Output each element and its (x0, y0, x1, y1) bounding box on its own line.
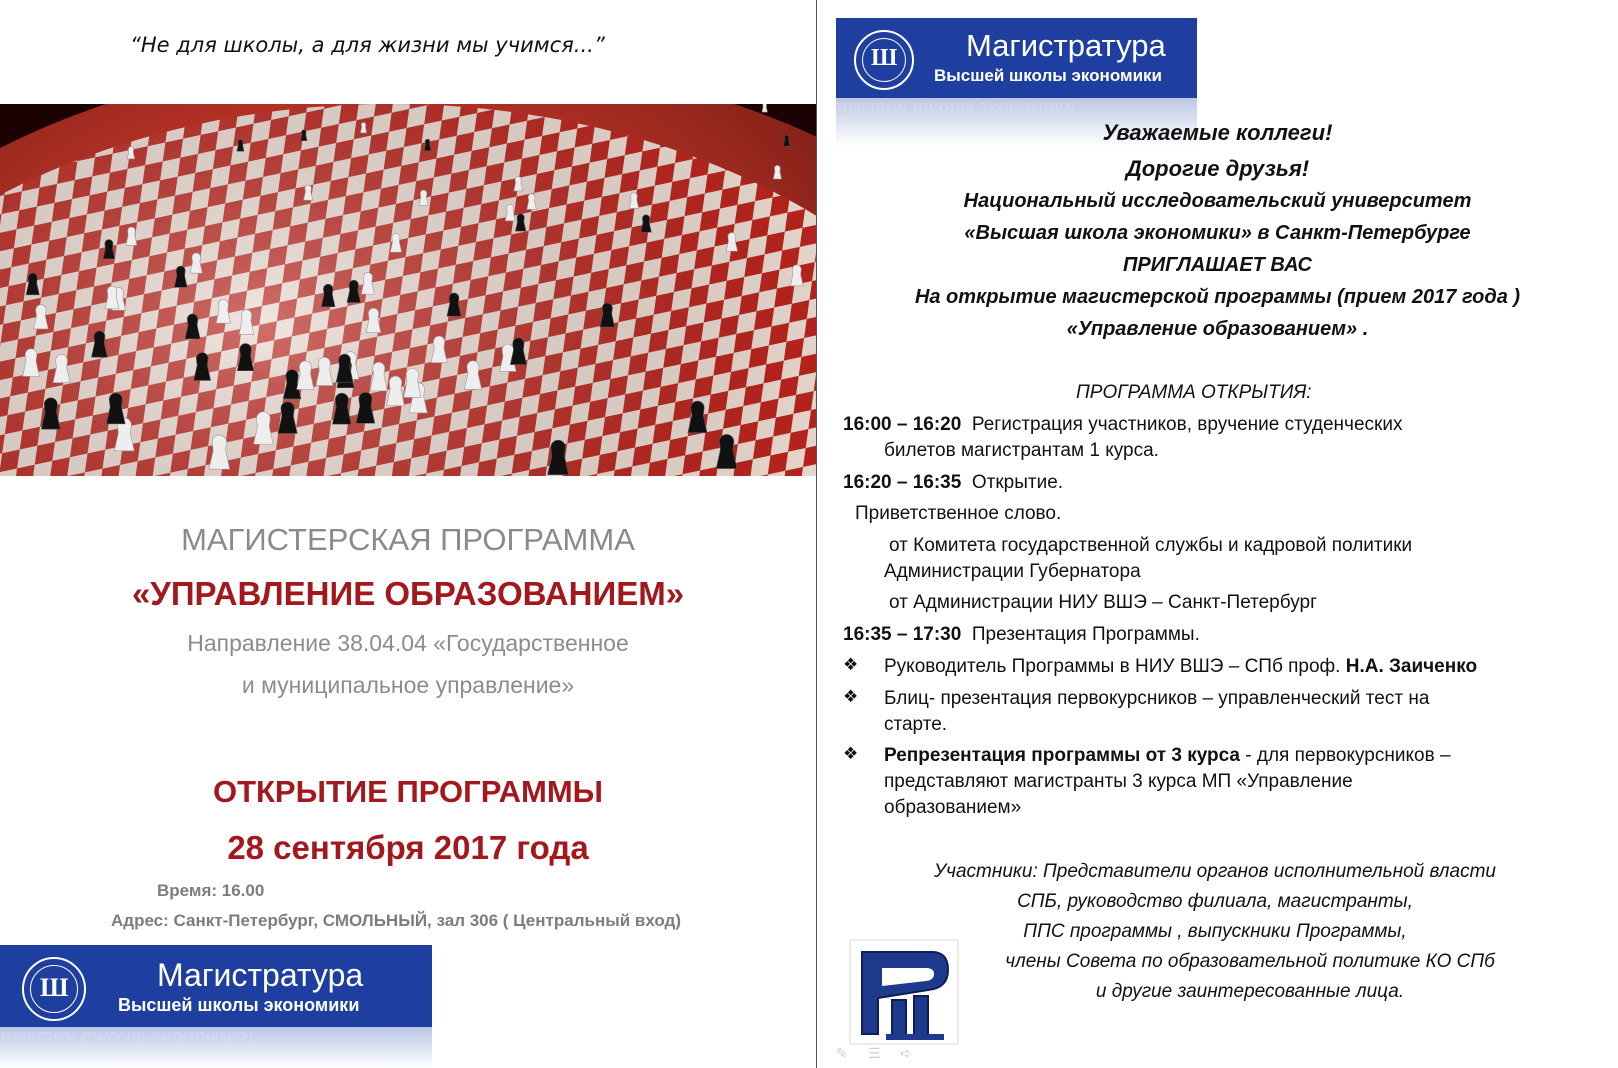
banner-reflection-right: Высшей школы экономики (836, 98, 1197, 146)
university-branch: «Высшая школа экономики» в Санкт-Петербурге (964, 222, 1471, 244)
chess-piece (237, 140, 244, 152)
opening-date: 28 сентября 2017 года (227, 829, 589, 866)
chess-piece (773, 165, 781, 179)
schedule-item-2 (843, 472, 1063, 494)
bullet-item-3c: образованием» (884, 797, 1022, 818)
banner-reflection-left: Высшей школы экономики (0, 1027, 432, 1068)
professor-name: Н.А. Заиченко (1345, 656, 1478, 677)
event-time: Время: 16.00 (157, 881, 265, 900)
chess-piece (424, 139, 431, 151)
hse-logo-letter: Ш (871, 45, 898, 71)
direction-line-2: и муниципальное управление» (241, 672, 575, 698)
chess-piece (300, 130, 307, 141)
time-slot-3: 16:35 – 17:30 (843, 624, 962, 645)
participants-line-1: Участники: Представители органов исполнительной власти (934, 861, 1496, 882)
schedule-item-1 (843, 414, 1402, 436)
schedule-desc-1a: Регистрация участников, вручение студенческих (971, 414, 1403, 435)
program-name: «УПРАВЛЕНИЕ ОБРАЗОВАНИЕМ» (131, 575, 685, 612)
schedule-desc-2: Открытие. (971, 472, 1064, 493)
welcome-word: Приветственное слово. (855, 503, 1062, 524)
schedule-desc-3: Презентация Программы. (971, 624, 1200, 645)
chess-piece (360, 123, 366, 133)
schedule-item-3 (843, 624, 1200, 646)
banner-title: Магистратура (157, 957, 364, 993)
event-address: Адрес: Санкт-Петербург, СМОЛЬНЫЙ, зал 306 ( Центральный вход) (111, 911, 681, 930)
university-name: Национальный исследовательский университет (963, 190, 1472, 212)
menu-icon[interactable]: ☰ (868, 1046, 881, 1062)
bullet-item-3a: Репрезентация программы от 3 курса - для первокурсников – (884, 745, 1451, 766)
diamond-bullet-icon: ❖ (843, 655, 859, 675)
program-label: МАГИСТЕРСКАЯ ПРОГРАММА (181, 522, 635, 557)
bullet-item-1: Руководитель Программы в НИУ ВШЭ – СПб проф. Н.А. Заиченко (884, 656, 1478, 677)
diamond-bullet-icon: ❖ (843, 687, 859, 707)
chess-piece (127, 147, 134, 159)
hse-masters-banner-left (0, 945, 432, 1027)
program-title-right: «Управление образованием» . (1066, 318, 1369, 340)
banner-subtitle: Высшей школы экономики (118, 995, 360, 1015)
hse-masters-banner-right (836, 18, 1197, 98)
banner-title: Магистратура (966, 28, 1166, 63)
speaker-hse: от Администрации НИУ ВШЭ – Санкт-Петербург (889, 592, 1318, 613)
direction-line-1: Направление 38.04.04 «Государственное (187, 630, 629, 656)
chess-piece (514, 177, 523, 191)
chess-piece (762, 104, 767, 112)
time-slot-1: 16:00 – 16:20 (843, 414, 962, 435)
opening-title: ОТКРЫТИЕ ПРОГРАММЫ (212, 774, 604, 809)
invites-you: ПРИГЛАШАЕТ ВАС (1122, 254, 1312, 276)
bullet-item-3b: представляют магистранты 3 курса МП «Управление (884, 771, 1353, 792)
chess-globe-image (0, 104, 816, 476)
greeting-colleagues: Уважаемые коллеги! (1102, 120, 1333, 145)
bullet-item-2a: Блиц- презентация первокурсников – управленческий тест на (884, 688, 1430, 709)
participants-line-3: ППС программы , выпускники Программы, (1023, 921, 1407, 942)
pen-icon[interactable]: ✎ (836, 1046, 848, 1062)
hse-logo-letter: Ш (40, 973, 69, 1002)
speaker-committee-1: от Комитета государственной службы и кадровой политики (889, 535, 1413, 556)
hse-monogram-logo (848, 938, 960, 1046)
schedule-desc-1b: билетов магистрантам 1 курса. (884, 440, 1159, 461)
opening-of-program: На открытие магистерской программы (прием 2017 года ) (914, 286, 1521, 308)
program-heading: ПРОГРАММА ОТКРЫТИЯ: (1076, 382, 1312, 403)
epigraph-quote: “Не для школы, а для жизни мы учимся...” (130, 33, 605, 57)
chess-piece (304, 185, 313, 200)
greeting-friends: Дорогие друзья! (1125, 156, 1310, 181)
diamond-bullet-icon: ❖ (843, 744, 859, 764)
chess-globe-illustration (0, 104, 816, 476)
arrow-icon[interactable]: ➪ (900, 1046, 912, 1062)
speaker-committee-2: Администрации Губернатора (884, 561, 1141, 582)
chess-piece (783, 135, 790, 146)
bullet-item-2b: старте. (884, 714, 948, 735)
participants-line-4: члены Совета по образовательной политике КО СПб (1005, 951, 1495, 972)
time-slot-2: 16:20 – 16:35 (843, 472, 962, 493)
participants-line-2: СПБ, руководство филиала, магистранты, (1017, 891, 1413, 912)
participants-line-5: и другие заинтересованные лица. (1095, 981, 1405, 1002)
banner-subtitle: Высшей школы экономики (934, 66, 1162, 85)
